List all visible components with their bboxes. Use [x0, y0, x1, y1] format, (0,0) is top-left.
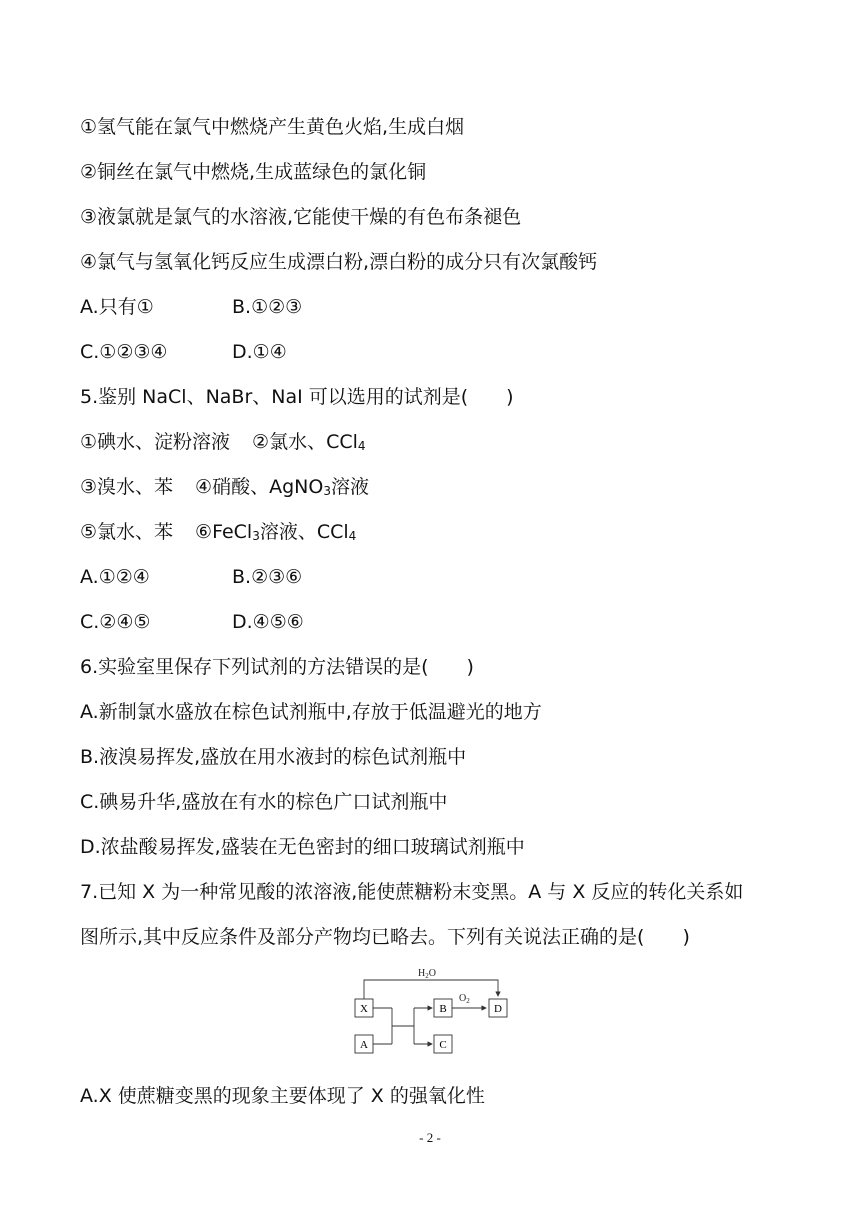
q4-option-c: C.①②③④: [80, 341, 168, 363]
q5-options-row-2: [80, 609, 304, 635]
label-o2: $O_2$: [459, 993, 470, 1005]
q5-items-row-1: [80, 429, 366, 455]
q4-options-row-2: [80, 339, 287, 365]
label-h2o: $H_2O$: [418, 968, 436, 980]
q5-option-a: A.①②④: [80, 566, 150, 588]
q7-stem-line-2: 图所示,其中反应条件及部分产物均已略去。下列有关说法正确的是( ): [80, 926, 690, 948]
q5-item-4: ④硝酸、AgNO$_3$溶液: [195, 476, 369, 498]
reaction-diagram: [352, 964, 512, 1058]
q5-stem: 5.鉴别 NaCl、NaBr、NaI 可以选用的试剂是( ): [80, 386, 514, 408]
node-b: B: [439, 1003, 447, 1015]
q5-options-row-1: [80, 564, 303, 590]
q6-option-c: C.碘易升华,盛放在有水的棕色广口试剂瓶中: [80, 791, 448, 813]
statement-3: ③液氯就是氯气的水溶液,它能使干燥的有色布条褪色: [80, 206, 522, 228]
q5-items-row-2: [80, 474, 369, 500]
q6-stem: 6.实验室里保存下列试剂的方法错误的是( ): [80, 656, 474, 678]
q6-option-a: A.新制氯水盛放在棕色试剂瓶中,存放于低温避光的地方: [80, 701, 542, 723]
q6-option-d: D.浓盐酸易挥发,盛装在无色密封的细口玻璃试剂瓶中: [80, 836, 525, 858]
q5-item-1: ①碘水、淀粉溶液: [80, 431, 231, 453]
q5-item-2: ②氯水、CCl$_4$: [252, 431, 366, 453]
q4-options-row-1: [80, 294, 303, 320]
arrow-x-to-d: [364, 980, 498, 999]
q5-item-6: ⑥FeCl$_3$溶液、CCl$_4$: [195, 521, 357, 543]
q6-option-b: B.液溴易挥发,盛放在用水液封的棕色试剂瓶中: [80, 746, 467, 768]
q4-option-b: B.①②③: [232, 296, 303, 318]
q7-option-a: A.X 使蔗糖变黑的现象主要体现了 X 的强氧化性: [80, 1085, 485, 1107]
statement-2: ②铜丝在氯气中燃烧,生成蓝绿色的氯化铜: [80, 161, 427, 183]
q5-option-b: B.②③⑥: [232, 566, 303, 588]
page-number: - 2 -: [419, 1130, 441, 1145]
q5-option-c: C.②④⑤: [80, 611, 151, 633]
q4-option-d: D.①④: [232, 341, 287, 363]
node-x: X: [360, 1003, 368, 1015]
q7-stem-line-1: 7.已知 X 为一种常见酸的浓溶液,能使蔗糖粉末变黑。A 与 X 反应的转化关系如: [80, 881, 744, 903]
q5-items-row-3: [80, 519, 356, 545]
q4-option-a: A.只有①: [80, 296, 154, 318]
statement-1: ①氢气能在氯气中燃烧产生黄色火焰,生成白烟: [80, 116, 465, 138]
q5-item-5: ⑤氯水、苯: [80, 521, 174, 543]
node-c: C: [439, 1039, 447, 1051]
q5-item-3: ③溴水、苯: [80, 476, 174, 498]
q5-option-d: D.④⑤⑥: [232, 611, 304, 633]
node-a: A: [360, 1039, 368, 1051]
statement-4: ④氯气与氢氧化钙反应生成漂白粉,漂白粉的成分只有次氯酸钙: [80, 251, 598, 273]
node-d: D: [494, 1003, 502, 1015]
